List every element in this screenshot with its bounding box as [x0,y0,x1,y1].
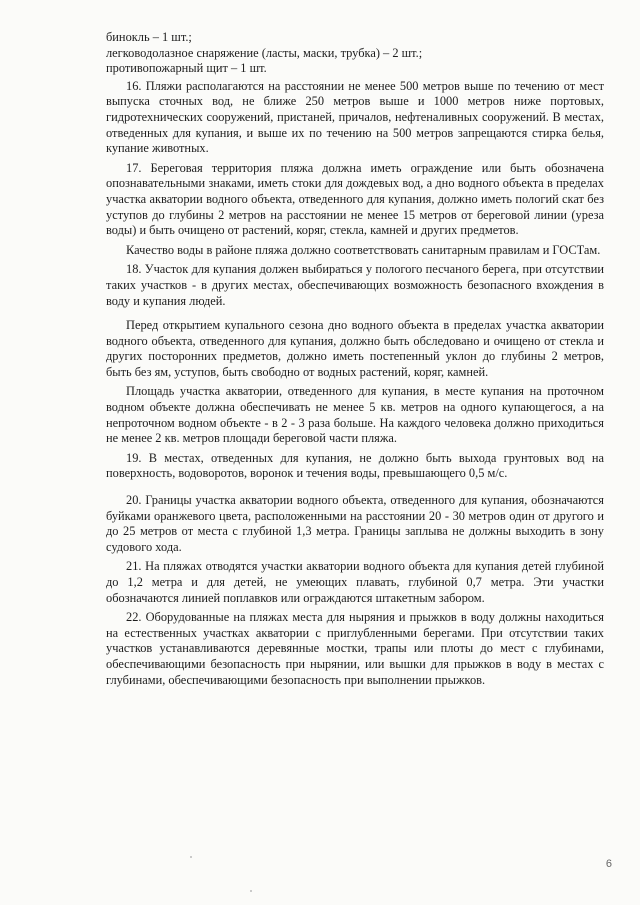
paragraph-22: 22. Оборудованные на пляжах места для ныряния и прыжков в воду должны находиться на естественных участках акватории с приглубленными берегами. При отсутствии таких участков устанавливаются деревянные мостки, трапы или плоты до мест с глубинами, обеспечивающими безопасность при нырянии, или вышки для прыжков в воду в местах с глубинами, обеспечивающими безопасность при выполнении прыжков. [106,610,604,687]
scan-speck [190,856,192,858]
paragraph-16: 16. Пляжи располагаются на расстоянии не менее 500 метров выше по течению от мест выпуска сточных вод, не ближе 250 метров выше и 1000 метров ниже портовых, гидротехнических сооружений, пристаней, причалов, нефтеналивных сооружений. В местах, отведенных для купания, и выше их по течению на 500 метров запрещаются стирка белья, купание животных. [106,78,604,156]
paragraph-season-opening: Перед открытием купального сезона дно водного объекта в пределах участка акватории водного объекта, отведенного для купания, должно быть обследовано и очищено от стекла и других посторонних предметов, должно иметь постепенный уклон до глубины 2 метров, быть без ям, уступов, быть свободно от водных растений, коряг, камней. [106,318,604,379]
list-item: бинокль – 1 шт.; [106,30,192,44]
paragraph-21: 21. На пляжах отводятся участки акватории водного объекта для купания детей глубиной до 1,2 метра и для детей, не умеющих плавать, глубиной 0,7 метра. Эти участки обозначаются линией поплавков или ограждаются штакетным забором. [106,559,604,605]
document-body [106,30,604,692]
paragraph-20: 20. Границы участка акватории водного объекта, отведенного для купания, обозначаются буйками оранжевого цвета, расположенными на расстоянии 20 - 30 метров один от другого и до 25 метров от места с глубиной 1,3 метра. Границы заплыва не должны выходить в зону судового хода. [106,493,604,554]
paragraph-19: 19. В местах, отведенных для купания, не должно быть выхода грунтовых вод на поверхность, водоворотов, воронок и течения воды, превышающего 0,5 м/с. [106,450,604,481]
paragraph-17: 17. Береговая территория пляжа должна иметь ограждение или быть обозначена опознавательными знаками, иметь стоки для дождевых вод, а дно водного объекта в пределах участка акватории водного объекта, отведенного для купания, должно иметь пологий скат без уступов до глубины 2 метров на расстоянии не менее 15 метров от береговой линии (уреза воды) и быть очищено от растений, коряг, стекла, камней и других предметов. [106,160,604,238]
page-number: 6 [605,858,612,870]
paragraph-18: 18. Участок для купания должен выбираться у пологого песчаного берега, при отсутствии таких участков - в других местах, обеспечивающих возможность безопасного вхождения в воду и купания людей. [106,262,604,308]
list-item: противопожарный щит – 1 шт. [106,61,267,76]
list-item: легководолазное снаряжение (ласты, маски, трубка) – 2 шт.; [106,45,423,60]
paragraph-water-quality: Качество воды в районе пляжа должно соответствовать санитарным правилам и ГОСТам. [126,242,601,257]
paragraph-area: Площадь участка акватории, отведенного для купания, в месте купания на проточном водном объекте должна обеспечивать не менее 5 кв. метров на одного купающегося, а на непроточном водном объекте - в 2 - 3 раза больше. На каждого человека должно приходиться не менее 2 кв. метров площади береговой части пляжа. [106,384,604,446]
scan-speck [250,890,252,892]
